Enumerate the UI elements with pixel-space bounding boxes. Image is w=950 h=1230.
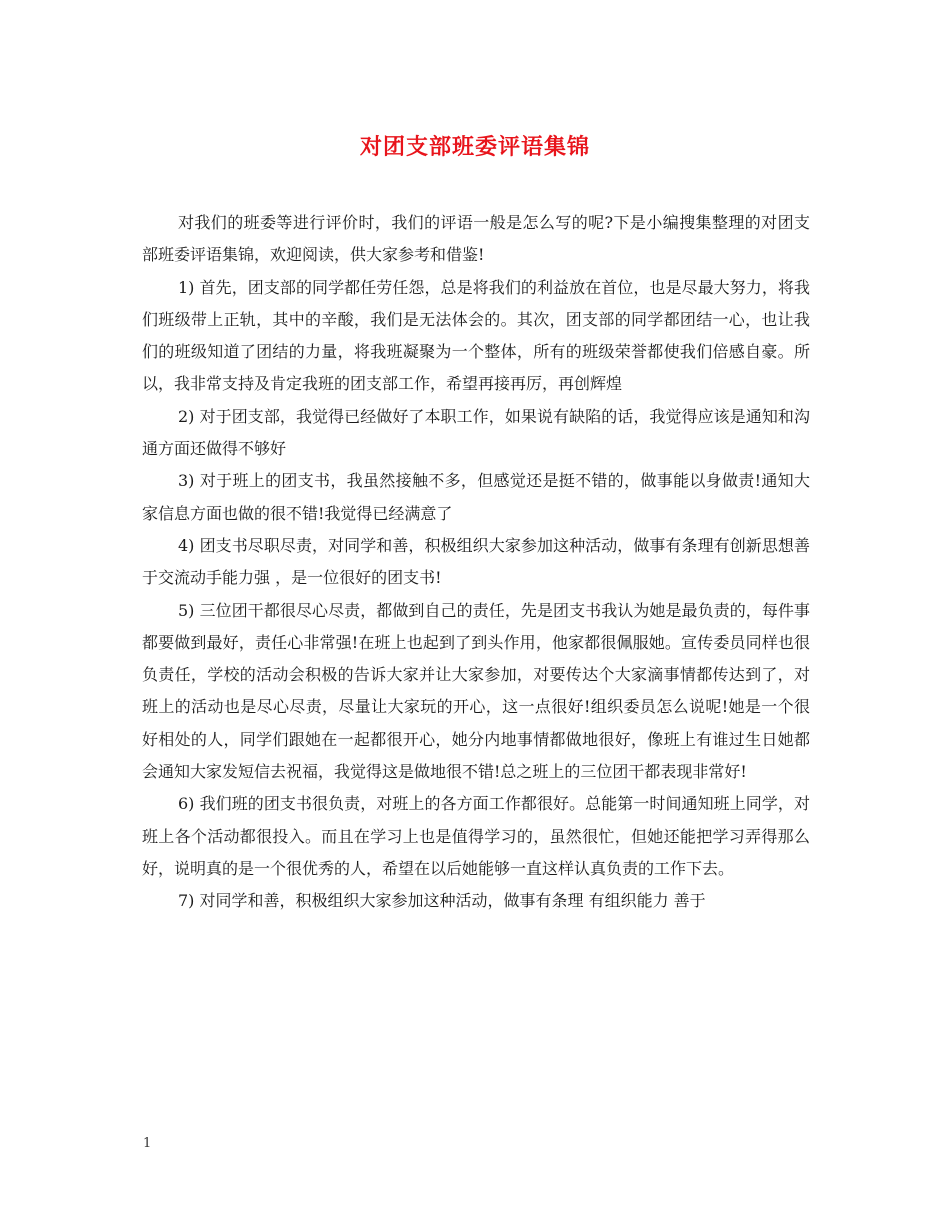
comment-paragraph-4: 4) 团支书尽职尽责，对同学和善，积极组织大家参加这种活动，做事有条理有创新思想善于交流动手能力强 ，是一位很好的团支书!	[142, 535, 810, 588]
page-number: 1	[143, 1136, 152, 1151]
comment-paragraph-3: 3) 对于班上的团支书，我虽然接触不多，但感觉还是挺不错的，做事能以身做责!通知大家信息方面也做的很不错!我觉得已经满意了	[142, 471, 810, 523]
document-title: 对团支部班委评语集锦	[359, 134, 590, 160]
comment-paragraph-6: 6) 我们班的团支书很负责，对班上的各方面工作都很好。总能第一时间通知班上同学，对班上各个活动都很投入。而且在学习上也是值得学习的，虽然很忙，但她还能把学习弄得那么好，说明真的是一个很优秀的人，希望在以后她能够一直这样认真负责的工作下去。	[142, 794, 810, 878]
document-body	[142, 207, 810, 918]
comment-paragraph-5: 5) 三位团干都很尽心尽责，都做到自己的责任，先是团支书我认为她是最负责的，每件事都要做到最好，责任心非常强!在班上也起到了到头作用，他家都很佩服她。宣传委员同样也很负责任，学校的活动会积极的告诉大家并让大家参加，对要传达个大家滴事情都传达到了，对班上的活动也是尽心尽责，尽量让大家玩的开心，这一点很好!组织委员怎么说呢!她是一个很好相处的人，同学们跟她在一起都很开心，她分内地事情都做地很好，像班上有谁过生日她都会通知大家发短信去祝福，我觉得这是做地很不错!总之班上的三位团干都表现非常好!	[142, 600, 810, 782]
intro-paragraph: 对我们的班委等进行评价时，我们的评语一般是怎么写的呢?下是小编搜集整理的对团支部班委评语集锦，欢迎阅读，供大家参考和借鉴!	[142, 213, 810, 265]
comment-paragraph-1: 1) 首先，团支部的同学都任劳任怨，总是将我们的利益放在首位，也是尽最大努力，将我们班级带上正轨，其中的辛酸，我们是无法体会的。其次，团支部的同学都团结一心，也让我们的班级知道了团结的力量，将我班凝聚为一个整体，所有的班级荣誉都使我们倍感自豪。所以，我非常支持及肯定我班的团支部工作，希望再接再厉，再创辉煌	[142, 277, 810, 394]
comment-paragraph-7: 7) 对同学和善，积极组织大家参加这种活动，做事有条理 有组织能力 善于	[178, 891, 706, 911]
comment-paragraph-2: 2) 对于团支部，我觉得已经做好了本职工作，如果说有缺陷的话，我觉得应该是通知和沟通方面还做得不够好	[142, 406, 810, 459]
